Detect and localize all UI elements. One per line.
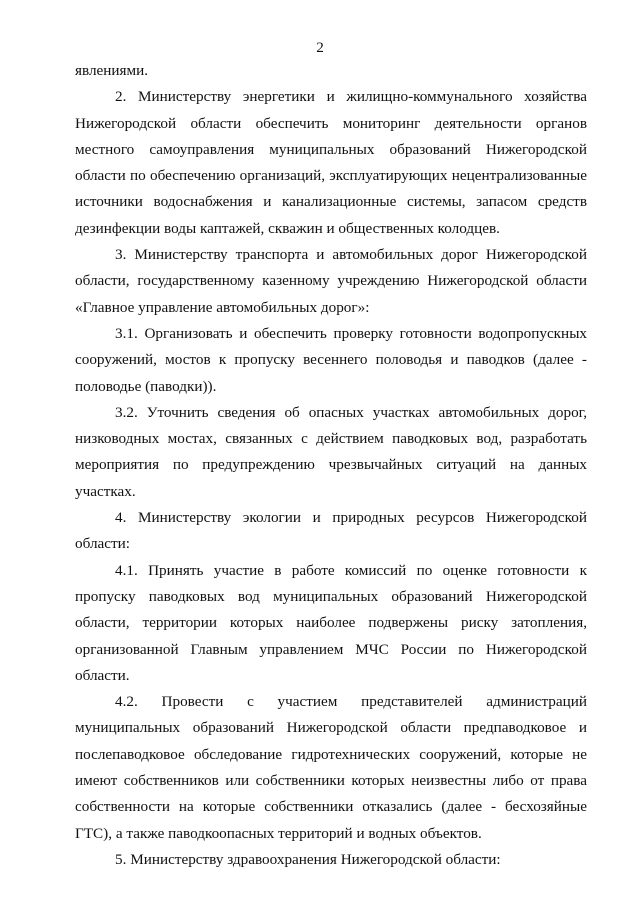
paragraph-item-3-2: 3.2. Уточнить сведения об опасных участках автомобильных дорог, низководных мостах, связанных с действием паводковых вод, разработать мероприятия по предупреждению чрезвычайных ситуаций на данных участках. [75, 403, 587, 500]
paragraph-item-3: 3. Министерству транспорта и автомобильных дорог Нижегородской области, государственному казенному учреждению Нижегородской области «Главное управление автомобильных дорог»: [75, 246, 587, 316]
document-body [75, 58, 587, 873]
paragraph-item-4: 4. Министерству экологии и природных ресурсов Нижегородской области: [75, 509, 587, 553]
paragraph-continuation: явлениями. [75, 62, 149, 79]
paragraph-item-4-1: 4.1. Принять участие в работе комиссий по оценке готовности к пропуску паводковых вод муниципальных образований Нижегородской области, территории которых наиболее подвержены риску затопления, организованной Главным управлением МЧС России по Нижегородской области. [75, 561, 587, 684]
page-number: 2 [316, 39, 324, 56]
paragraph-item-4-2: 4.2. Провести с участием представителей администраций муниципальных образований Нижегородской области предпаводковое и послепаводковое обследование гидротехнических сооружений, которые не имеют собственников или собственники которых неизвестны либо от права собственности на которые собственники отказались (далее - бесхозяйные ГТС), а также паводкоопасных территорий и водных объектов. [75, 693, 587, 842]
paragraph-item-2: 2. Министерству энергетики и жилищно-коммунального хозяйства Нижегородской области обеспечить мониторинг деятельности органов местного самоуправления муниципальных образований Нижегородской области по обеспечению организаций, эксплуатирующих нецентрализованные источники водоснабжения и канализационные системы, запасом средств дезинфекции воды каптажей, скважин и общественных колодцев. [75, 88, 587, 237]
paragraph-item-5: 5. Министерству здравоохранения Нижегородской области: [115, 850, 501, 868]
paragraph-item-3-1: 3.1. Организовать и обеспечить проверку готовности водопропускных сооружений, мостов к пропуску весеннего половодья и паводков (далее - половодье (паводки)). [75, 324, 587, 395]
